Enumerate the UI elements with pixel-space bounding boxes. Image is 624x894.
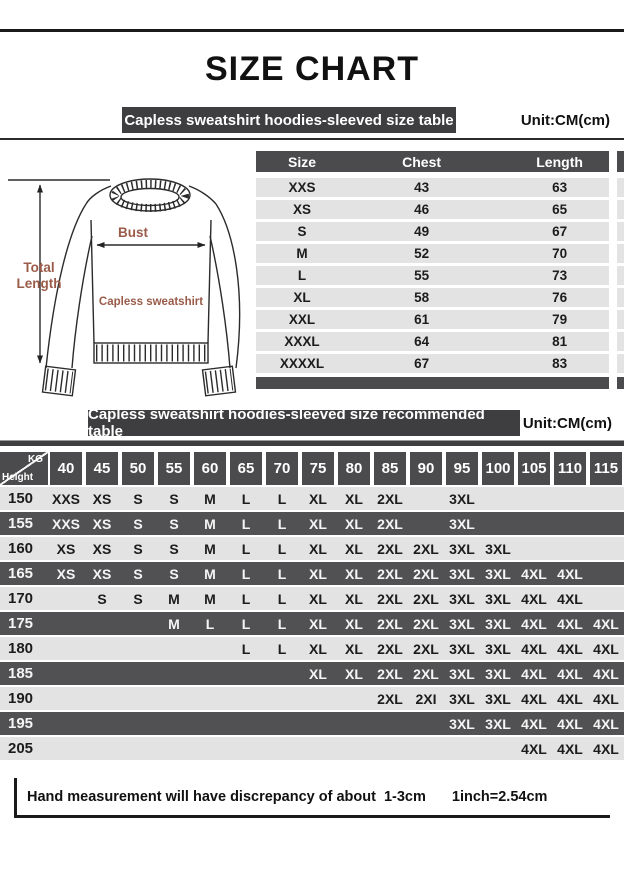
- top-rule: [0, 29, 624, 32]
- size-table-cell: 64: [414, 334, 430, 349]
- size-table-cell: 67: [414, 356, 430, 371]
- matrix-cell: [588, 562, 624, 585]
- matrix-weight-header: 50: [122, 452, 154, 485]
- matrix-cell: 4XL: [521, 665, 547, 682]
- matrix-cell: [120, 687, 156, 710]
- matrix-cell: XL: [345, 565, 363, 582]
- matrix-row: [0, 487, 624, 512]
- matrix-cell: 4XL: [593, 740, 619, 757]
- matrix-cell: 4XL: [521, 590, 547, 607]
- matrix-height-cell: 185: [8, 665, 34, 682]
- matrix-row: [0, 687, 624, 712]
- matrix-cell: 3XL: [449, 615, 475, 632]
- matrix-weight-header: 115: [590, 452, 622, 485]
- matrix-cell: [192, 662, 228, 685]
- matrix-cell: L: [241, 540, 251, 557]
- matrix-header-row: [0, 452, 624, 485]
- matrix-cell: [228, 662, 264, 685]
- size-table-row: [256, 222, 624, 241]
- matrix-cell: 2XL: [413, 540, 439, 557]
- matrix-cell: [480, 512, 516, 535]
- matrix-cell: XS: [92, 565, 112, 582]
- matrix-cell: 4XL: [593, 715, 619, 732]
- matrix-height-cell: 180: [8, 640, 34, 657]
- size-table-body: [256, 178, 624, 373]
- matrix-cell: 3XL: [449, 590, 475, 607]
- size-table-row: [256, 288, 624, 307]
- matrix-cell: 4XL: [557, 690, 583, 707]
- matrix-cell: [300, 737, 336, 760]
- matrix-cell: XS: [92, 515, 112, 532]
- matrix-cell: 4XL: [593, 615, 619, 632]
- matrix-cell: [48, 737, 84, 760]
- matrix-weight-header: 40: [50, 452, 82, 485]
- footer-note-box: [14, 778, 610, 818]
- matrix-cell: 2XL: [377, 665, 403, 682]
- matrix-cell: 4XL: [521, 740, 547, 757]
- matrix-cell: [588, 537, 624, 560]
- matrix-height-cell: 170: [8, 590, 34, 607]
- matrix-cell: 4XL: [593, 665, 619, 682]
- matrix-cell: [156, 687, 192, 710]
- matrix-cell: 3XL: [485, 665, 511, 682]
- matrix-cell: XL: [309, 490, 327, 507]
- size-table-cell: 58: [414, 290, 430, 305]
- size-table-cell: 61: [414, 312, 430, 327]
- matrix-cell: S: [133, 590, 143, 607]
- matrix-cell: S: [133, 565, 143, 582]
- total-length-label: Total Length: [16, 260, 62, 291]
- matrix-cell: M: [204, 490, 216, 507]
- matrix-cell: [192, 687, 228, 710]
- matrix-cell: 4XL: [521, 715, 547, 732]
- matrix-weight-header: 95: [446, 452, 478, 485]
- matrix-cell: [480, 487, 516, 510]
- matrix-cell: 3XL: [449, 490, 475, 507]
- matrix-cell: L: [277, 590, 287, 607]
- matrix-row: [0, 562, 624, 587]
- matrix-cell: [228, 737, 264, 760]
- matrix-height-cell: 160: [8, 540, 34, 557]
- matrix-cell: [336, 737, 372, 760]
- matrix-cell: L: [277, 565, 287, 582]
- matrix-cell: XL: [345, 590, 363, 607]
- matrix-cell: 2XL: [413, 590, 439, 607]
- matrix-cell: 4XL: [557, 565, 583, 582]
- matrix-cell: [336, 712, 372, 735]
- matrix-cell: [264, 712, 300, 735]
- matrix-cell: XXS: [51, 490, 80, 507]
- matrix-cell: 2XL: [377, 565, 403, 582]
- matrix-cell: 3XL: [449, 640, 475, 657]
- matrix-cell: [120, 612, 156, 635]
- size-table-header: [256, 151, 624, 172]
- matrix-cell: [192, 712, 228, 735]
- matrix-cell: [372, 737, 408, 760]
- matrix-cell: [120, 662, 156, 685]
- length-column-header: Length: [536, 153, 583, 170]
- matrix-height-cell: 175: [8, 615, 34, 632]
- matrix-corner-cell: [0, 452, 48, 485]
- matrix-cell: XS: [92, 490, 112, 507]
- matrix-cell: [84, 612, 120, 635]
- matrix-cell: 3XL: [449, 665, 475, 682]
- matrix-cell: 3XL: [449, 565, 475, 582]
- size-table-cell: 83: [552, 356, 568, 371]
- matrix-height-cell: 190: [8, 690, 34, 707]
- matrix-cell: [408, 737, 444, 760]
- matrix-cell: 4XL: [593, 640, 619, 657]
- matrix-cell: [156, 712, 192, 735]
- matrix-cell: 4XL: [557, 590, 583, 607]
- matrix-cell: M: [168, 590, 180, 607]
- matrix-cell: M: [204, 590, 216, 607]
- matrix-cell: XL: [309, 565, 327, 582]
- matrix-cell: L: [277, 490, 287, 507]
- matrix-cell: [84, 637, 120, 660]
- matrix-cell: 2XL: [377, 640, 403, 657]
- size-table-cell: S: [297, 224, 307, 239]
- matrix-cell: XL: [309, 540, 327, 557]
- matrix-cell: [84, 712, 120, 735]
- size-table-cell: 52: [414, 246, 430, 261]
- matrix-cell: M: [204, 515, 216, 532]
- matrix-cell: [444, 737, 480, 760]
- size-table-cell: 43: [414, 180, 430, 195]
- matrix-weight-header: 105: [518, 452, 550, 485]
- matrix-cell: [48, 662, 84, 685]
- matrix-weight-header: 60: [194, 452, 226, 485]
- matrix-cell: [156, 662, 192, 685]
- size-table-cell: 67: [552, 224, 568, 239]
- matrix-cell: XS: [56, 565, 76, 582]
- matrix-row: [0, 612, 624, 637]
- matrix-cell: [552, 512, 588, 535]
- right-edge-gutter: [609, 148, 617, 398]
- matrix-cell: S: [133, 515, 143, 532]
- product-label: Capless sweatshirt: [98, 296, 204, 308]
- matrix-cell: 4XL: [521, 615, 547, 632]
- matrix-cell: L: [241, 615, 251, 632]
- matrix-cell: S: [169, 565, 179, 582]
- matrix-cell: L: [241, 565, 251, 582]
- matrix-height-cell: 155: [8, 515, 34, 532]
- matrix-cell: [552, 537, 588, 560]
- matrix-row: [0, 587, 624, 612]
- matrix-weight-header: 45: [86, 452, 118, 485]
- size-table-row: [256, 200, 624, 219]
- matrix-cell: 4XL: [557, 740, 583, 757]
- section2-banner-label: Capless sweatshirt hoodies-sleeved size recommended table: [88, 406, 485, 440]
- matrix-cell: 3XL: [449, 715, 475, 732]
- matrix-cell: [516, 537, 552, 560]
- matrix-cell: 2XL: [377, 590, 403, 607]
- matrix-cell: [480, 737, 516, 760]
- matrix-cell: [228, 712, 264, 735]
- matrix-cell: XL: [345, 640, 363, 657]
- matrix-cell: XS: [92, 540, 112, 557]
- page-title: SIZE CHART: [205, 50, 419, 88]
- size-table-cell: 65: [552, 202, 568, 217]
- matrix-cell: 4XL: [521, 565, 547, 582]
- section2-rule: [0, 440, 624, 446]
- matrix-weight-header: 100: [482, 452, 514, 485]
- bust-label: Bust: [118, 225, 148, 240]
- size-table-cell: XXS: [288, 180, 316, 195]
- matrix-cell: [408, 712, 444, 735]
- matrix-cell: XL: [309, 615, 327, 632]
- unit-label-2: Unit:CM(cm): [522, 415, 612, 432]
- size-table-cell: 63: [552, 180, 568, 195]
- matrix-cell: XL: [309, 640, 327, 657]
- matrix-cell: 2XL: [377, 615, 403, 632]
- matrix-weight-header: 75: [302, 452, 334, 485]
- matrix-height-cell: 195: [8, 715, 34, 732]
- matrix-cell: 3XL: [449, 540, 475, 557]
- matrix-cell: [156, 637, 192, 660]
- matrix-cell: XL: [345, 540, 363, 557]
- matrix-cell: [120, 737, 156, 760]
- matrix-cell: 4XL: [557, 715, 583, 732]
- size-table-row: [256, 332, 624, 351]
- matrix-cell: 2XL: [413, 640, 439, 657]
- matrix-weight-header: 80: [338, 452, 370, 485]
- section1-banner: [122, 107, 456, 133]
- matrix-cell: 3XL: [485, 640, 511, 657]
- matrix-cell: S: [169, 540, 179, 557]
- size-table-cell: 49: [414, 224, 430, 239]
- matrix-cell: S: [133, 490, 143, 507]
- sweatshirt-diagram: [0, 140, 256, 402]
- matrix-cell: [264, 687, 300, 710]
- matrix-cell: S: [133, 540, 143, 557]
- matrix-cell: [336, 687, 372, 710]
- matrix-cell: XL: [309, 515, 327, 532]
- matrix-weight-header: 55: [158, 452, 190, 485]
- matrix-cell: [192, 637, 228, 660]
- matrix-weight-header: 70: [266, 452, 298, 485]
- matrix-cell: S: [169, 490, 179, 507]
- matrix-row: [0, 637, 624, 662]
- size-table-cell: 79: [552, 312, 568, 327]
- matrix-cell: 4XL: [521, 690, 547, 707]
- size-table-cell: M: [296, 246, 308, 261]
- size-table-cell: 55: [414, 268, 430, 283]
- size-table-cell: 81: [552, 334, 568, 349]
- matrix-cell: XS: [56, 540, 76, 557]
- matrix-cell: S: [97, 590, 107, 607]
- matrix-cell: [48, 637, 84, 660]
- size-table-cell: XXL: [288, 312, 316, 327]
- matrix-cell: 2XL: [377, 690, 403, 707]
- matrix-cell: L: [277, 540, 287, 557]
- matrix-cell: 3XL: [449, 515, 475, 532]
- matrix-cell: 3XL: [485, 540, 511, 557]
- matrix-cell: [588, 587, 624, 610]
- size-table-cell: 76: [552, 290, 568, 305]
- matrix-cell: L: [241, 490, 251, 507]
- matrix-cell: XXS: [51, 515, 80, 532]
- size-column-header: Size: [287, 153, 316, 170]
- matrix-row: [0, 512, 624, 537]
- matrix-cell: 2XL: [377, 515, 403, 532]
- size-matrix: [0, 452, 624, 762]
- matrix-cell: [156, 737, 192, 760]
- matrix-cell: 4XL: [557, 665, 583, 682]
- kg-label: KG: [28, 454, 43, 465]
- matrix-row: [0, 737, 624, 762]
- matrix-cell: 3XL: [485, 715, 511, 732]
- matrix-cell: XL: [309, 590, 327, 607]
- matrix-cell: 2XL: [413, 615, 439, 632]
- size-table-cell: 46: [414, 202, 430, 217]
- matrix-cell: [48, 587, 84, 610]
- matrix-row: [0, 662, 624, 687]
- matrix-cell: XL: [345, 615, 363, 632]
- matrix-cell: 3XL: [485, 565, 511, 582]
- matrix-cell: 3XL: [485, 590, 511, 607]
- size-table-cell: L: [297, 268, 307, 283]
- height-label: Height: [2, 472, 34, 483]
- matrix-row: [0, 712, 624, 737]
- inch-conversion: 1inch=2.54cm: [451, 788, 548, 805]
- matrix-cell: L: [241, 515, 251, 532]
- matrix-cell: 3XL: [485, 690, 511, 707]
- matrix-cell: [192, 737, 228, 760]
- size-table-row: [256, 244, 624, 263]
- matrix-cell: [372, 712, 408, 735]
- matrix-weight-header: 110: [554, 452, 586, 485]
- size-table-cell: XXXL: [284, 334, 320, 349]
- size-table-row: [256, 354, 624, 373]
- matrix-cell: [408, 487, 444, 510]
- measurement-note: Hand measurement will have discrepancy of about 1-3cm: [27, 788, 426, 805]
- matrix-cell: [588, 487, 624, 510]
- matrix-cell: [48, 612, 84, 635]
- size-table-cell: 73: [552, 268, 568, 283]
- matrix-cell: 2XL: [377, 540, 403, 557]
- matrix-cell: [300, 687, 336, 710]
- size-table-bottom-bar: [256, 377, 624, 389]
- matrix-cell: 2XL: [377, 490, 403, 507]
- matrix-cell: [228, 687, 264, 710]
- matrix-cell: L: [241, 590, 251, 607]
- section1-banner-label: Capless sweatshirt hoodies-sleeved size table: [124, 111, 454, 129]
- size-table-row: [256, 310, 624, 329]
- matrix-cell: M: [168, 615, 180, 632]
- chest-column-header: Chest: [402, 153, 442, 170]
- matrix-cell: [84, 737, 120, 760]
- matrix-cell: L: [205, 615, 215, 632]
- matrix-cell: 2XL: [413, 565, 439, 582]
- matrix-cell: [84, 687, 120, 710]
- matrix-body: [0, 487, 624, 762]
- matrix-cell: 2XL: [413, 665, 439, 682]
- matrix-cell: L: [241, 640, 251, 657]
- matrix-cell: [84, 662, 120, 685]
- matrix-cell: 4XL: [593, 690, 619, 707]
- matrix-cell: 2XI: [415, 690, 437, 707]
- size-table-cell: XS: [292, 202, 311, 217]
- size-table-row: [256, 178, 624, 197]
- matrix-cell: [120, 712, 156, 735]
- matrix-cell: [48, 687, 84, 710]
- matrix-weight-header: 85: [374, 452, 406, 485]
- size-table-cell: 70: [552, 246, 568, 261]
- matrix-height-cell: 205: [8, 740, 34, 757]
- matrix-cell: [588, 512, 624, 535]
- matrix-cell: XL: [345, 515, 363, 532]
- matrix-weight-header: 90: [410, 452, 442, 485]
- size-table-cell: XL: [293, 290, 311, 305]
- matrix-cell: M: [204, 540, 216, 557]
- matrix-cell: 4XL: [557, 615, 583, 632]
- matrix-cell: XL: [309, 665, 327, 682]
- matrix-cell: 4XL: [521, 640, 547, 657]
- matrix-weight-header: 65: [230, 452, 262, 485]
- matrix-cell: [408, 512, 444, 535]
- matrix-height-cell: 165: [8, 565, 34, 582]
- matrix-cell: L: [277, 515, 287, 532]
- matrix-cell: [300, 712, 336, 735]
- matrix-cell: [264, 662, 300, 685]
- matrix-cell: 3XL: [485, 615, 511, 632]
- matrix-height-cell: 150: [8, 490, 34, 507]
- section2-banner: [88, 406, 520, 440]
- matrix-cell: L: [277, 640, 287, 657]
- matrix-cell: L: [277, 615, 287, 632]
- matrix-cell: XL: [345, 490, 363, 507]
- matrix-cell: M: [204, 565, 216, 582]
- size-table: [256, 151, 624, 389]
- size-table-row: [256, 266, 624, 285]
- matrix-cell: [48, 712, 84, 735]
- matrix-row: [0, 537, 624, 562]
- matrix-cell: [120, 637, 156, 660]
- matrix-cell: 4XL: [557, 640, 583, 657]
- matrix-cell: [516, 487, 552, 510]
- matrix-cell: 3XL: [449, 690, 475, 707]
- matrix-cell: S: [169, 515, 179, 532]
- matrix-cell: [264, 737, 300, 760]
- size-table-cell: XXXXL: [279, 356, 325, 371]
- matrix-cell: XL: [345, 665, 363, 682]
- unit-label-1: Unit:CM(cm): [520, 112, 610, 129]
- matrix-cell: [552, 487, 588, 510]
- matrix-cell: [516, 512, 552, 535]
